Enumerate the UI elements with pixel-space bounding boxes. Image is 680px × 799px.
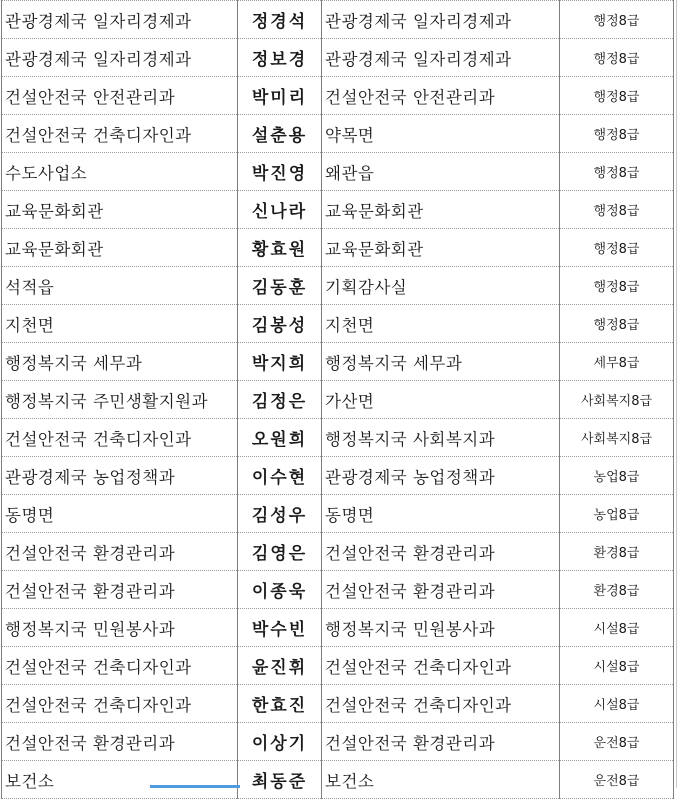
personnel-table <box>1 0 674 799</box>
employee-name-cell: 김동훈 <box>238 267 322 305</box>
grade-cell: 행정8급 <box>560 153 674 191</box>
from-department-cell: 석적읍 <box>2 267 238 305</box>
from-department-cell: 동명면 <box>2 495 238 533</box>
from-department-cell: 건설안전국 환경관리과 <box>2 533 238 571</box>
grade-cell: 환경8급 <box>560 571 674 609</box>
grade-cell: 환경8급 <box>560 533 674 571</box>
employee-name-cell: 이상기 <box>238 723 322 761</box>
from-department-cell: 건설안전국 건축디자인과 <box>2 419 238 457</box>
employee-name-cell: 한효진 <box>238 685 322 723</box>
employee-name-cell: 윤진휘 <box>238 647 322 685</box>
employee-name-cell: 박지희 <box>238 343 322 381</box>
from-department-cell: 수도사업소 <box>2 153 238 191</box>
to-department-cell: 가산면 <box>322 381 560 419</box>
table-row <box>2 495 674 533</box>
to-department-cell: 건설안전국 환경관리과 <box>322 533 560 571</box>
from-department-cell: 관광경제국 일자리경제과 <box>2 1 238 39</box>
grade-cell: 농업8급 <box>560 495 674 533</box>
table-row <box>2 229 674 267</box>
table-row <box>2 533 674 571</box>
from-department-cell: 교육문화회관 <box>2 191 238 229</box>
from-department-cell: 행정복지국 주민생활지원과 <box>2 381 238 419</box>
from-department-cell: 건설안전국 건축디자인과 <box>2 685 238 723</box>
table-row <box>2 381 674 419</box>
to-department-cell: 건설안전국 안전관리과 <box>322 77 560 115</box>
to-department-cell: 기획감사실 <box>322 267 560 305</box>
from-department-cell: 지천면 <box>2 305 238 343</box>
to-department-cell: 관광경제국 일자리경제과 <box>322 1 560 39</box>
table-row <box>2 77 674 115</box>
table-row <box>2 571 674 609</box>
to-department-cell: 교육문화회관 <box>322 191 560 229</box>
to-department-cell: 건설안전국 건축디자인과 <box>322 685 560 723</box>
grade-cell: 시설8급 <box>560 685 674 723</box>
to-department-cell: 동명면 <box>322 495 560 533</box>
from-department-cell: 교육문화회관 <box>2 229 238 267</box>
from-department-cell: 관광경제국 농업정책과 <box>2 457 238 495</box>
from-department-cell: 보건소 <box>2 761 238 799</box>
employee-name-cell: 김봉성 <box>238 305 322 343</box>
table-row <box>2 1 674 39</box>
grade-cell: 운전8급 <box>560 761 674 799</box>
employee-name-cell: 박미리 <box>238 77 322 115</box>
from-department-cell: 건설안전국 건축디자인과 <box>2 647 238 685</box>
grade-cell: 사회복지8급 <box>560 419 674 457</box>
employee-name-cell: 황효원 <box>238 229 322 267</box>
to-department-cell: 건설안전국 환경관리과 <box>322 571 560 609</box>
table-row <box>2 153 674 191</box>
grade-cell: 행정8급 <box>560 229 674 267</box>
table-row <box>2 457 674 495</box>
employee-name-cell: 오원희 <box>238 419 322 457</box>
grade-cell: 행정8급 <box>560 1 674 39</box>
to-department-cell: 행정복지국 민원봉사과 <box>322 609 560 647</box>
table-row <box>2 343 674 381</box>
to-department-cell: 지천면 <box>322 305 560 343</box>
table-row <box>2 267 674 305</box>
employee-name-cell: 이종욱 <box>238 571 322 609</box>
employee-name-cell: 설춘용 <box>238 115 322 153</box>
employee-name-cell: 최동준 <box>238 761 322 799</box>
from-department-cell: 건설안전국 환경관리과 <box>2 571 238 609</box>
employee-name-cell: 박수빈 <box>238 609 322 647</box>
from-department-cell: 행정복지국 민원봉사과 <box>2 609 238 647</box>
to-department-cell: 보건소 <box>322 761 560 799</box>
employee-name-cell: 신나라 <box>238 191 322 229</box>
table-row <box>2 305 674 343</box>
employee-name-cell: 정보경 <box>238 39 322 77</box>
table-row <box>2 609 674 647</box>
table-row <box>2 39 674 77</box>
grade-cell: 행정8급 <box>560 191 674 229</box>
from-department-cell: 행정복지국 세무과 <box>2 343 238 381</box>
employee-name-cell: 박진영 <box>238 153 322 191</box>
to-department-cell: 관광경제국 일자리경제과 <box>322 39 560 77</box>
grade-cell: 운전8급 <box>560 723 674 761</box>
grade-cell: 행정8급 <box>560 77 674 115</box>
grade-cell: 시설8급 <box>560 609 674 647</box>
to-department-cell: 행정복지국 세무과 <box>322 343 560 381</box>
grade-cell: 행정8급 <box>560 305 674 343</box>
personnel-table-body <box>2 1 674 799</box>
grade-cell: 행정8급 <box>560 115 674 153</box>
page-edge <box>676 0 677 788</box>
grade-cell: 시설8급 <box>560 647 674 685</box>
grade-cell: 세무8급 <box>560 343 674 381</box>
from-department-cell: 관광경제국 일자리경제과 <box>2 39 238 77</box>
employee-name-cell: 김정은 <box>238 381 322 419</box>
from-department-cell: 건설안전국 건축디자인과 <box>2 115 238 153</box>
from-department-cell: 건설안전국 안전관리과 <box>2 77 238 115</box>
table-row <box>2 723 674 761</box>
table-row <box>2 419 674 457</box>
from-department-cell: 건설안전국 환경관리과 <box>2 723 238 761</box>
employee-name-cell: 정경석 <box>238 1 322 39</box>
to-department-cell: 건설안전국 건축디자인과 <box>322 647 560 685</box>
employee-name-cell: 김영은 <box>238 533 322 571</box>
employee-name-cell: 김성우 <box>238 495 322 533</box>
to-department-cell: 관광경제국 농업정책과 <box>322 457 560 495</box>
grade-cell: 사회복지8급 <box>560 381 674 419</box>
to-department-cell: 왜관읍 <box>322 153 560 191</box>
table-row <box>2 647 674 685</box>
employee-name-cell: 이수현 <box>238 457 322 495</box>
to-department-cell: 행정복지국 사회복지과 <box>322 419 560 457</box>
table-row <box>2 191 674 229</box>
table-row <box>2 115 674 153</box>
grade-cell: 행정8급 <box>560 39 674 77</box>
table-row <box>2 761 674 799</box>
grade-cell: 농업8급 <box>560 457 674 495</box>
grade-cell: 행정8급 <box>560 267 674 305</box>
to-department-cell: 교육문화회관 <box>322 229 560 267</box>
to-department-cell: 약목면 <box>322 115 560 153</box>
table-row <box>2 685 674 723</box>
to-department-cell: 건설안전국 환경관리과 <box>322 723 560 761</box>
